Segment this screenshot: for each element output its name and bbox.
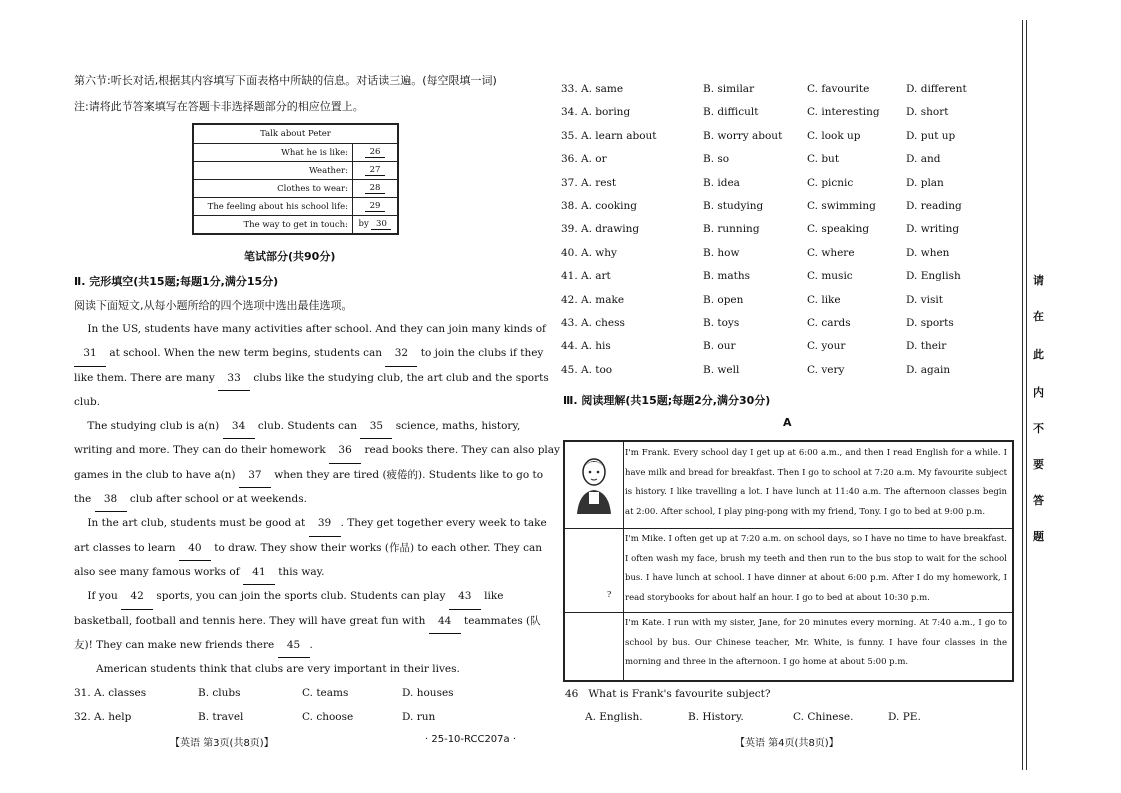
mike-marker: ? <box>607 590 612 599</box>
option-d[interactable]: D. their <box>906 340 947 353</box>
option-b[interactable]: B. difficult <box>703 106 759 119</box>
passage-frank: I'm Frank. Every school day I get up at 6:00 a.m., and then I read English for a while. I have milk and bread for breakfast. Then I go to school at 7:20 a.m. My favourite subject is history. I like travelling a lot. I have lunch at 11:40 a.m. The afternoon classes begin at 2:00. After school, I play ping-pong with my friend, Tony. I go to bed at 9:00 p.m. <box>625 448 1007 517</box>
option-row-37 <box>561 177 981 193</box>
option-a[interactable]: A. cooking <box>581 200 637 212</box>
sidebar-char: 题 <box>1033 530 1044 543</box>
table-row <box>193 180 398 198</box>
option-a[interactable]: A. same <box>581 83 624 95</box>
option-c[interactable]: C. favourite <box>807 83 870 95</box>
option-b[interactable]: B. similar <box>703 83 755 95</box>
option-c[interactable]: C. look up <box>807 129 861 142</box>
frank-photo <box>569 448 619 518</box>
option-row-39 <box>561 223 981 239</box>
option-b[interactable]: B. travel <box>198 711 244 723</box>
option-a[interactable]: A. boring <box>581 106 631 119</box>
question-number: 37. <box>561 176 578 189</box>
option-d[interactable]: D. English <box>906 270 961 283</box>
question-number: 31. <box>74 687 91 699</box>
option-b[interactable]: B. worry about <box>703 129 783 142</box>
option-c[interactable]: C. where <box>807 246 855 259</box>
option-d[interactable]: D. reading <box>906 200 962 212</box>
option-row-35 <box>561 130 981 146</box>
footer-code: · 25-10-RCC207a · <box>425 734 517 745</box>
section6-note: 注:请将此节答案填写在答题卡非选择题部分的相应位置上。 <box>74 100 364 113</box>
option-c[interactable]: C. like <box>807 293 841 306</box>
option-c[interactable]: C. swimming <box>807 200 876 212</box>
passage-kate: I'm Kate. I run with my sister, Jane, for 20 minutes every morning. At 7:40 a.m., I go to school by bus. Our Chinese teacher, Mr. White, is funny. I have four classes in the morning and three in the afternoon. I go home at about 5:00 p.m. <box>625 618 1007 667</box>
option-a[interactable]: A. English. <box>585 711 643 723</box>
option-a[interactable]: A. drawing <box>581 223 640 236</box>
table-row <box>193 144 398 162</box>
option-b[interactable]: B. our <box>703 340 736 353</box>
option-b[interactable]: B. History. <box>688 711 744 723</box>
row-divider <box>565 528 1012 529</box>
option-b[interactable]: B. toys <box>703 317 740 329</box>
question-number: 39. <box>561 223 578 236</box>
cloze-instruction: 阅读下面短文,从每小题所给的四个选项中选出最佳选项。 <box>74 299 353 312</box>
option-d[interactable]: D. again <box>906 363 951 376</box>
row-label: What he is like: <box>193 144 353 162</box>
footer-right: 【英语 第4页(共8页)】 <box>735 738 839 749</box>
option-d[interactable]: D. when <box>906 246 950 259</box>
reading-part-label: A <box>783 416 792 429</box>
question-number: 45. <box>561 363 578 376</box>
option-d[interactable]: D. sports <box>906 317 954 329</box>
option-b[interactable]: B. well <box>703 363 740 376</box>
option-row-42 <box>561 294 981 310</box>
table-row <box>193 162 398 180</box>
option-row-40 <box>561 247 981 263</box>
question-number: 42. <box>561 293 578 306</box>
option-a[interactable]: A. classes <box>94 687 147 699</box>
row-divider <box>565 612 1012 613</box>
sidebar-line <box>1026 20 1027 770</box>
footer-left: 【英语 第3页(共8页)】 <box>170 738 274 749</box>
row-label: The way to get in touch: <box>193 216 353 235</box>
question-number: 46 <box>565 688 579 700</box>
option-a[interactable]: A. or <box>581 153 607 166</box>
option-d[interactable]: D. PE. <box>888 711 921 723</box>
info-table-title: Talk about Peter <box>193 124 398 144</box>
question-46 <box>565 688 771 700</box>
question-number: 40. <box>561 246 578 259</box>
option-b[interactable]: B. clubs <box>198 687 241 699</box>
option-a[interactable]: A. learn about <box>581 129 657 142</box>
table-row <box>193 198 398 216</box>
option-row-41 <box>561 270 981 286</box>
option-b[interactable]: B. open <box>703 293 744 306</box>
reading-heading: Ⅲ. 阅读理解(共15题;每题2分,满分30分) <box>563 394 771 407</box>
by-prefix: by <box>358 219 369 229</box>
option-c[interactable]: C. picnic <box>807 176 854 189</box>
question-number: 35. <box>561 129 578 142</box>
cloze-passage: In the US, students have many activities after school. And they can join many kinds of 31 at school. When the new term begins, students can 32 to join the clubs if they like them. There are many 33 clubs like the studying club, the art club and the sports club. The studying club is a(n) 34 club. Students can 35 science, maths, history, writing and more. They can do their homework 36 read books there. They can also play games in the club to have a(n) 37 when they are tired (疲倦的). Students like to go to the 38 club after school or at weekends. In the art club, students must be good at 39 . They get together every week to take art classes to learn 40 to draw. They show their works (作品) to each other. They can also see many famous works of 41 this way. If you 42 sports, you can join the sports club. Students can play 43 like basketball, football and tennis here. They will have great fun with 44 teammates (队 友)! They can make new friends there 45 . <box>74 317 519 657</box>
option-row-45 <box>561 364 981 380</box>
question-text: What is Frank's favourite subject? <box>588 688 771 700</box>
row-label: The feeling about his school life: <box>193 198 353 216</box>
option-d[interactable]: D. short <box>906 106 949 119</box>
row-label: Clothes to wear: <box>193 180 353 198</box>
option-d[interactable]: D. put up <box>906 129 956 142</box>
option-c[interactable]: C. speaking <box>807 223 870 236</box>
option-d[interactable]: D. different <box>906 83 967 95</box>
question-number: 36. <box>561 153 578 166</box>
option-d[interactable]: D. and <box>906 153 941 166</box>
option-b[interactable]: B. so <box>703 153 730 166</box>
option-row-43 <box>561 317 981 333</box>
sidebar-char: 要 <box>1033 458 1044 471</box>
row-label: Weather: <box>193 162 353 180</box>
option-d[interactable]: D. writing <box>906 223 960 236</box>
sidebar-char: 内 <box>1033 386 1044 399</box>
option-c[interactable]: C. cards <box>807 317 851 329</box>
sidebar-char: 请 <box>1033 274 1044 287</box>
option-c[interactable]: C. interesting <box>807 106 880 119</box>
option-b[interactable]: B. studying <box>703 200 764 212</box>
option-b[interactable]: B. maths <box>703 270 750 283</box>
sidebar-char: 在 <box>1033 310 1044 323</box>
question-number: 33. <box>561 83 578 95</box>
sidebar-char: 答 <box>1033 494 1044 507</box>
option-d[interactable]: D. visit <box>906 293 943 306</box>
passage-mike: I'm Mike. I often get up at 7:20 a.m. on school days, so I have no time to have breakfast. I often wash my face, brush my teeth and then run to the bus stop to wait for the school bus. I have lunch at school. I have dinner at about 6:00 p.m. After I do my homework, I read storybooks for about half an hour. I go to bed at about 10:30 p.m. <box>625 534 1007 603</box>
cloze-closing: American students think that clubs are very important in their lives. <box>96 663 460 675</box>
option-a[interactable]: A. why <box>581 246 617 259</box>
question-number: 43. <box>561 317 578 329</box>
option-row-38 <box>561 200 981 216</box>
option-c[interactable]: C. choose <box>302 711 354 723</box>
option-a[interactable]: A. his <box>581 340 611 353</box>
table-row <box>193 216 398 235</box>
option-row-33 <box>561 83 981 99</box>
option-a[interactable]: A. art <box>581 270 611 283</box>
options-right <box>561 83 1017 383</box>
section6-heading: 第六节:听长对话,根据其内容填写下面表格中所缺的信息。对话读三遍。(每空限填一词) <box>74 74 497 87</box>
option-a[interactable]: A. help <box>94 711 132 723</box>
answer-blank-30[interactable]: 30 <box>371 219 391 230</box>
question-number: 38. <box>561 200 578 212</box>
option-a[interactable]: A. rest <box>581 176 617 189</box>
option-c[interactable]: C. music <box>807 270 853 283</box>
option-b[interactable]: B. idea <box>703 176 740 189</box>
question-number: 41. <box>561 270 578 283</box>
option-c[interactable]: C. Chinese. <box>793 711 854 723</box>
option-a[interactable]: A. make <box>581 293 625 306</box>
options-left <box>74 687 514 727</box>
option-c[interactable]: C. but <box>807 153 840 166</box>
option-row-31 <box>74 687 494 703</box>
answer-blank-29[interactable]: 29 <box>365 201 385 212</box>
reading-table <box>563 440 1014 682</box>
option-row-36 <box>561 153 981 169</box>
question-number: 32. <box>74 711 91 723</box>
question-number: 44. <box>561 340 578 353</box>
option-a[interactable]: A. too <box>581 363 613 376</box>
option-b[interactable]: B. how <box>703 246 740 259</box>
sidebar-char: 不 <box>1033 422 1044 435</box>
option-row-34 <box>561 106 981 122</box>
sidebar-char: 此 <box>1033 348 1044 361</box>
question-46-options <box>585 711 1005 727</box>
option-c[interactable]: C. very <box>807 363 845 376</box>
option-a[interactable]: A. chess <box>581 317 625 329</box>
sidebar-line <box>1022 20 1023 770</box>
answer-blank-27[interactable]: 27 <box>365 165 385 176</box>
option-c[interactable]: C. your <box>807 340 846 353</box>
written-part-title: 笔试部分(共90分) <box>244 250 336 263</box>
option-row-44 <box>561 340 981 356</box>
option-d[interactable]: D. run <box>402 711 436 723</box>
option-row-32 <box>74 711 494 727</box>
option-b[interactable]: B. running <box>703 223 760 236</box>
answer-blank-28[interactable]: 28 <box>365 183 385 194</box>
answer-blank-26[interactable]: 26 <box>365 147 385 158</box>
cloze-heading: Ⅱ. 完形填空(共15题;每题1分,满分15分) <box>74 275 279 288</box>
option-d[interactable]: D. houses <box>402 687 454 699</box>
option-d[interactable]: D. plan <box>906 176 944 189</box>
option-c[interactable]: C. teams <box>302 687 349 699</box>
divider <box>623 442 624 680</box>
info-table <box>192 123 399 235</box>
question-number: 34. <box>561 106 578 119</box>
